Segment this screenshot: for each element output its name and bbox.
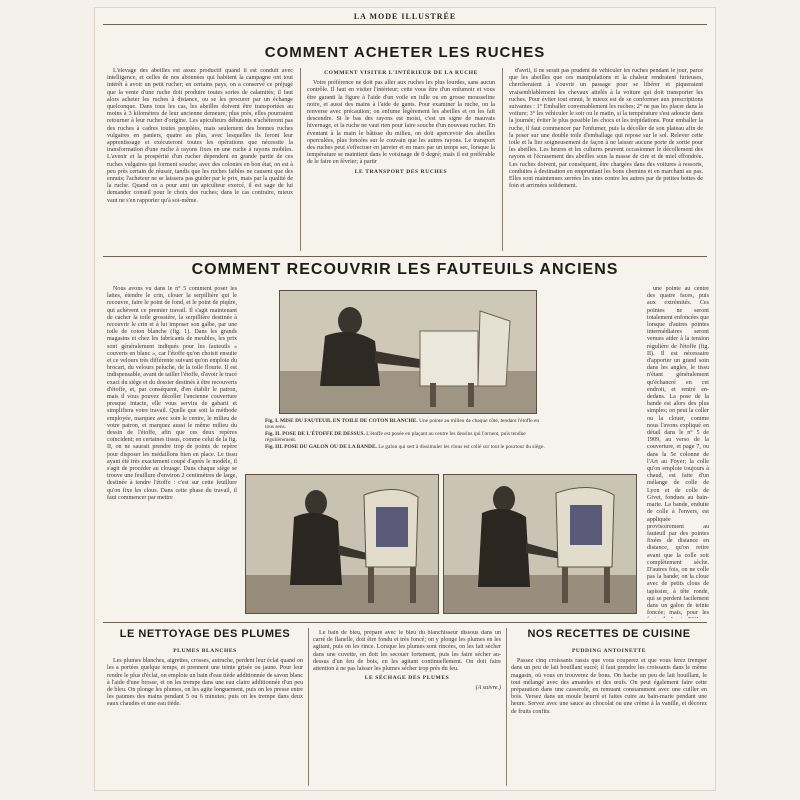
caption-fig-3: Fig. III. POSE DU GALON OU DE LA BANDE. Le galon qui sert à dissimuler les clous est collé sur tout le pourtour du siège. bbox=[265, 443, 545, 450]
caption-fig-1: Fig. I. MISE DU FAUTEUIL EN TOILE DE COTON BLANCHE. Une pointe au milieu de chaque côté, tendant l'étoffe en tous sens. bbox=[265, 418, 540, 431]
header-rule bbox=[103, 24, 707, 25]
article-title-ruches: COMMENT ACHETER LES RUCHES bbox=[264, 44, 546, 61]
section-rule bbox=[103, 622, 707, 623]
column-divider bbox=[506, 628, 507, 786]
photo-fig-2 bbox=[245, 474, 439, 614]
ruches-column-2: COMMENT VISITER L'INTÉRIEUR DE LA RUCHE Votre préférence ne doit pas aller aux ruches les plus lourdes, sans aucun contrôle. Il faut en visiter l'intérieur; cette vous être d'un enfumoir et vous être garanti la figure à l'aide d'un voile en tulle ou en grosse mousseline noire, et aussi des mains à l'aide de gants. Pour examiner la ruche, on la renverse avec précaution; on enfume légèrement les abeilles et on les fait descendre. Si le bas des rayons est moisi, c'est un signe de mauvais hivernage, et la ruche ne vaut rien pour faire souche d'un nouveau rucher. En éventant à la main le bâtisse du milieu, on doit apercevoir des abeilles operculées, plus foncées sur le couvain que les autres rayons. Le transport des ruches peut s'effectuer en janvier et en mars par un temps sec, lorsque la température se maintient dans le voisinage de 0 degré; mais il est préférable de le faire en février; à partir LE TRANSPORT DES RUCHES bbox=[307, 70, 495, 175]
fauteuils-column-3: une pointe au centre des quatre faces, puis aux extrémités. Ces pointes ne seront totalement enfoncées que lorsque d'autres pointes intermédiaires seront venues aider à la tension régulière de l'étoffe (fig. II). Il est nécessaire d'apporter un grand soin dans les angles, le tissu n'étant généralement qu'échancré en cet endroit, et rentré en-dedans. La pose de la bande est alors des plus simples; on peut la coller ou la clouer, comme nous l'avons expliqué en détail dans le n° 5 de 1909, au verso de la couverture, et page 7, ou dans la 5e colonne de l'Art au Foyer; la colle qu'on emploie toujours à chaud, est faite d'un mélange de colle de Lyon et de colle de Givet, fondues au bain-marie. La bande, enduite de colle à l'envers, est appliquée provisoirement au fauteuil par des pointes fixées de distance en distance, qu'on retire avant que la colle soit complètement sèche. D'autres fois, on ne colle pas la bande; on la cloue avec de petits clous de tapissier, à tête ronde, qui se perdent facilement dans un galon de teinte foncée; mais, pour les bbox=[647, 286, 709, 617]
ruches-column-1: L'élevage des abeilles est assez productif quand il est conduit avec intelligence, et celles de nos abonnées qui habitent la campagne ont tout intérêt à avoir un petit rucher; en certains pays, on a conservé ce préjugé que la vente d'une ruche doit produire toutes sortes de calamités; il faut alors acheter les ruches à distance, ou se les procurer par un échange quelconque. Dans tous les cas, les abeilles doivent être transportées au moins à 3 kilomètres de leur ancienne demeure; plus près, elles pourraient retourner à leur rucher d'origine. Les apiculteurs débutants n'achèteront pas des ruches à cadres toutes peuplées, mais seulement des bonnes ruches vulgaires en paniers, quatre au plus, avec lesquelles ils feront leur apprentissage et exécuteront toutes les opérations que nécessite la transformation d'une ruche à rayons fixes en une ruche à rayons mobiles. L'avenir et la prospérité d'un rucher dépendent en grande partie de ces ruches vulgaires qui forment souche; avec des colonies en bon état, on est à peu près certain de réussir, tandis que les ruches faibles ne causent que des ennuis; l'acheteur ne se laissera pas guider par le prix, mais par la qualité de la ruche. Quand on a pour ami un apiculteur exercé, il est sage de lui demander conseil pour le choix des ruches; dans le cas contraire, mieux vaut ne s'en rapporter qu'à soi-même. bbox=[107, 68, 293, 204]
column-divider bbox=[300, 68, 301, 251]
column-divider bbox=[308, 628, 309, 786]
article-title-plumes: LE NETTOYAGE DES PLUMES bbox=[119, 628, 291, 640]
running-head: LA MODE ILLUSTRÉE bbox=[353, 12, 457, 21]
ruches-column-3: d'avril, il ne serait pas prudent de véhiculer les ruches pendant le jour, parce que les abeilles que ces manipulations et la chaleur rendraient furieuses, chercheraient à s'ouvrir un passage pour se libérer et piqueraient vraisemblablement les chevaux attelés à la voiture qui doit transporter les ruches. Pour éviter tout ennui, le mieux est de se conformer aux prescriptions suivantes : 1° Emballer convenablement les ruches; 2° ne pas les placer dans la voiture; 3° les véhiculer le soir ou le matin, si la température s'est adoucie dans la journée; éviter le plus possible les chocs et les trépidations. Pour emballer la ruche, il faut commencer par l'enfumer, puis la décoller de son plateau afin de la poser sur une double toile d'emballage qui repose sur le sol. Relever cette toile et la lier soigneusement de façon à ne laisser aucune porte de sortie pour les abeilles. Les heures et les cultures peuvent occasionner le décollement des rayons et l'écrasement des abeilles sous la masse de cire et de miel effondrée. Les ruches doivent, par conséquent, être chargées dans des voitures à ressorts, conduites à destination en empruntant les bons chemins et en marchant au pas. Elles sont maintenues serrées les unes contre les autres par de petites bottes de foin et arrimées solidement. bbox=[509, 68, 703, 190]
plumes-column-2: Le bain de bleu, préparé avec le bleu du blanchisseur dissous dans un carré de flanelle, doit être fondu et très foncé; on y plonge les plumes en les agitant, puis on les rince. Lorsque les plumes sont rincées, on les fait sécher dans une cuvette, on doit les secouer fortement, puis les faire sécher au-dessus d'un feu de bois, en les agitant continuellement. On doit faire attention à ne pas laisser les plumes sécher trop près du feu. LE SÉCHAGE DES PLUMES (A suivre.) bbox=[313, 630, 501, 692]
plumes-column-1: PLUMES BLANCHES Les plumes blanches, aigrettes, crosses, autruche, perdent leur éclat quand on les a portées quelque temps, et prennent une teinte grisée ou jaune. Pour leur rendre le plus d'éclat, on emploie un bain d'eau tiède additionnée de savon blanc à l'aide d'une brosse, et on les trempe dans une eau claire additionnée d'un peu de bleu. On plonge les plumes, on les agite longuement, puis on les presse entre les paumes des mains pendant 5 ou 6 minutes; puis on les trempe dans deux eaux chaudes et une eau tiède. bbox=[107, 648, 303, 708]
magazine-page bbox=[95, 8, 715, 790]
article-title-recettes: NOS RECETTES DE CUISINE bbox=[527, 628, 691, 640]
recettes-column: PUDDING ANTOINETTE Passez cinq croissants rassis que vous couperez et que vous ferez tremper dans un peu de lait bouillant sucré; il faut prendre les croissants dans le même magasin, où vous en trouverez de bons. On hache un peu de lait bouillant, le tout mélangé avec des amandes et des œufs. On peut également faire cette préparation dans une casserole, en remuant constamment avec une cuiller en bois. Versez dans un moule beurré et faites cuire au bain-marie pendant une heure. Servez avec une sauce au chocolat ou une crème à la vanille, et décorez de fruits confits. bbox=[511, 648, 707, 715]
figure-captions bbox=[265, 418, 545, 450]
fauteuils-column-1: Nous avons vu dans le n° 5 comment poser les lattes, étendre le crin, clouer la serpillière qui le recouvre, faire le point de fond, et le point de piqûre, qui achèvent ce premier travail. Il s'agit maintenant de cacher la toile grossière, la serpillière destinée à recouvrir le crin et à lui imposer son galbe, par une toile de coton blanche (fig. 1). Dans les grands magasins et chez les fabricants de meubles, les prix sont généralement indiqués pour les fauteuils « couverts en blanc », car l'étoffe qu'on choisit ensuite et ce velours très différente suivant qu'on emploie du brocart, du velours peluche, de la toile flourie. Il est indispensable, avant de tailler l'étoffe, d'avoir le tracé exact du siège et du dossier destinés à être recouverts d'étoffe, et, par conséquent, d'en établir le patron, mais il vous pouvez décoller l'ancienne couverture presque intacte, elle vous servira de gabarit et simplifiera votre travail. Quelle que soit la méthode employée, marquez avec soin le centre, le milieu de votre patron, et marquez aussi le même milieu du dessin de l'étoffe, afin que ces deux repères coïncident; en certaines tissus, comme celui de la fig. II, on ne saurait prendre trop de points de repère pour disposer les médaillons bien en place. Le tissu ayant été très exactement coupé d'après le modèle, il s'agit de procéder au clouage. Dans chaque siège se trouve une feuillure d'environ 2 centimètres de large, destinée à tendre l'étoffe : c'est sur cette feuillure qu'on fixe les clous. Dans cette phase du travail, il faut commencer par mettre bbox=[107, 286, 237, 501]
photo-fig-3 bbox=[443, 474, 637, 614]
article-title-fauteuils: COMMENT RECOUVRIR LES FAUTEUILS ANCIENS bbox=[191, 261, 619, 278]
column-divider bbox=[502, 68, 503, 251]
photo-fig-1 bbox=[279, 290, 537, 414]
section-rule bbox=[103, 256, 707, 257]
caption-fig-2: Fig. II. POSE DE L'ÉTOFFE DE DESSUS. L'étoffe est posée en plaçant au centre les dessins qui l'ornent, puis tendue régulièrement. bbox=[265, 430, 526, 444]
to-be-continued: (A suivre.) bbox=[475, 685, 501, 692]
